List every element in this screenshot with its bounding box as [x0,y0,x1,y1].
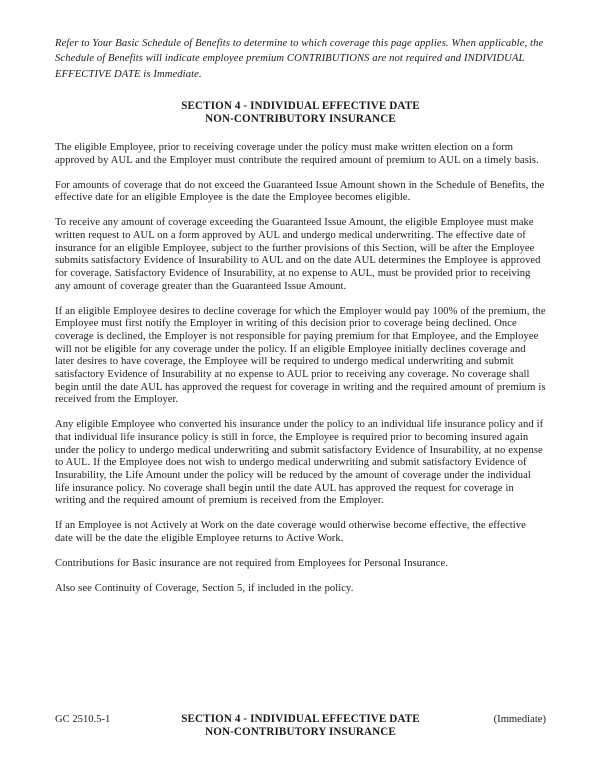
paragraph-actively-at-work: If an Employee is not Actively at Work on the date coverage would otherwise become effective, the effective date will be the date the eligible Employee returns to Active Work. [55,520,526,545]
page-footer [55,713,546,753]
paragraph-exceeding-guaranteed-issue: To receive any amount of coverage exceeding the Guaranteed Issue Amount, the eligible Employee must make written request to AUL on a form approved by AUL and undergo medical underwriting. The effective date of insurance for an eligible Employee, subject to the further provisions of this Section, will be after the Employee submits satisfactory Evidence of Insurability to AUL and on the date AUL determines the Employee is approved for coverage. Satisfactory Evidence of Insurability, at no expense to AUL, must be provided prior to receiving any amount of coverage greater than the Guaranteed Issue Amount. [55,217,541,292]
paragraph-written-election: The eligible Employee, prior to receiving coverage under the policy must make written election on a form approved by AUL and the Employer must contribute the required amount of premium to AUL on a timely basis. [55,142,539,166]
page-title-line-1: SECTION 4 - INDIVIDUAL EFFECTIVE DATE [181,99,420,112]
footer-effective-date-note: (Immediate) [493,714,546,725]
paragraph-declining-coverage: If an eligible Employee desires to decline coverage for which the Employer would pay 100% of the premium, the Employee must first notify the Employer in writing of this decision prior to coverage being declined. Once coverage is declined, the Employer is not responsible for paying premium for that Employee, and the Employee will not be eligible for any coverage under the policy. If an eligible Employee initially declines coverage and later desires to have coverage, the Employee will be required to undergo medical underwriting and submit satisfactory Evidence of Insurability at no expense to AUL prior to receiving any coverage. No coverage shall begin until the date AUL has approved the request for coverage in writing and the required amount of premium is received from the Employer. [55,305,546,406]
page-title-line-2: NON-CONTRIBUTORY INSURANCE [205,113,396,126]
footer-row [55,713,546,740]
paragraph-continuity-of-coverage: Also see Continuity of Coverage, Section 5, if included in the policy. [55,583,354,595]
intro-note: Refer to Your Basic Schedule of Benefits to determine to which coverage this page applies. When applicable, the Schedule of Benefits will indicate employee premium CONTRIBUTIONS are not required and INDIVIDUAL EFFECTIVE DATE is Immediate. [55,38,544,80]
footer-heading-line-1: SECTION 4 - INDIVIDUAL EFFECTIVE DATE [181,713,420,725]
document-body [55,36,546,596]
footer-form-number: GC 2510.5-1 [55,714,111,725]
paragraph-converted-insurance: Any eligible Employee who converted his insurance under the policy to an individual life insurance policy and if that individual life insurance policy is still in force, the Employee is required prior to becoming insured again under the policy to undergo medical underwriting and submit satisfactory Evidence of Insurability, at no expense to AUL. If the Employee does not wish to undergo medical underwriting and submit satisfactory Evidence of Insurability, the Life Amount under the policy will be reduced by the amount of coverage under the individual life insurance policy. No coverage shall begin until the date AUL has approved the request for coverage in writing and the required amount of premium is received from the Employer. [55,419,544,507]
paragraph-guaranteed-issue-effective-date: For amounts of coverage that do not exceed the Guaranteed Issue Amount shown in the Schedule of Benefits, the effective date for an eligible Employee is the date the Employee becomes eligible. [55,179,545,204]
footer-heading [55,713,546,740]
page-title [55,100,546,127]
footer-heading-line-2: NON-CONTRIBUTORY INSURANCE [205,726,396,739]
paragraph-basic-contributions: Contributions for Basic insurance are not required from Employees for Personal Insurance. [55,558,449,570]
